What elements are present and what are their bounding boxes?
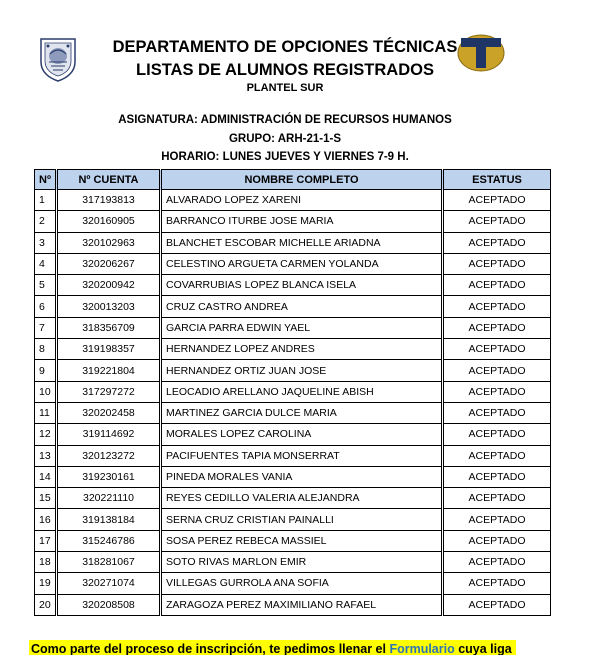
notice-text-before: Como parte del proceso de inscripción, te pedimos llenar el bbox=[31, 642, 390, 655]
university-seal-icon bbox=[37, 36, 79, 82]
cell-status: ACEPTADO bbox=[443, 552, 551, 573]
table-row bbox=[35, 317, 551, 338]
cell-number: 8 bbox=[35, 339, 57, 360]
cell-status: ACEPTADO bbox=[443, 275, 551, 296]
cell-full-name: BARRANCO ITURBE JOSE MARIA bbox=[161, 211, 443, 232]
cell-account-number: 320271074 bbox=[57, 573, 161, 594]
table-row bbox=[35, 211, 551, 232]
cell-full-name: MORALES LOPEZ CAROLINA bbox=[161, 424, 443, 445]
cell-account-number: 320102963 bbox=[57, 232, 161, 253]
cell-number: 13 bbox=[35, 445, 57, 466]
cell-status: ACEPTADO bbox=[443, 211, 551, 232]
cell-full-name: BLANCHET ESCOBAR MICHELLE ARIADNA bbox=[161, 232, 443, 253]
cell-number: 6 bbox=[35, 296, 57, 317]
column-header-account: Nº CUENTA bbox=[57, 170, 161, 190]
campus-label: PLANTEL SUR bbox=[246, 82, 324, 94]
registration-notice bbox=[29, 640, 516, 655]
table-row bbox=[35, 402, 551, 423]
cell-number: 14 bbox=[35, 466, 57, 487]
cell-number: 16 bbox=[35, 509, 57, 530]
cell-full-name: REYES CEDILLO VALERIA ALEJANDRA bbox=[161, 488, 443, 509]
cell-full-name: CELESTINO ARGUETA CARMEN YOLANDA bbox=[161, 253, 443, 274]
group-label: GRUPO: ARH-21-1-S bbox=[228, 133, 342, 145]
table-row bbox=[35, 360, 551, 381]
cell-number: 15 bbox=[35, 488, 57, 509]
cell-full-name: MARTINEZ GARCIA DULCE MARIA bbox=[161, 402, 443, 423]
cell-status: ACEPTADO bbox=[443, 488, 551, 509]
cell-status: ACEPTADO bbox=[443, 190, 551, 211]
department-title: DEPARTAMENTO DE OPCIONES TÉCNICAS bbox=[112, 38, 458, 56]
cell-number: 11 bbox=[35, 402, 57, 423]
table-row bbox=[35, 530, 551, 551]
table-row bbox=[35, 381, 551, 402]
cell-account-number: 320160905 bbox=[57, 211, 161, 232]
cell-full-name: HERNANDEZ LOPEZ ANDRES bbox=[161, 339, 443, 360]
cell-full-name: PINEDA MORALES VANIA bbox=[161, 466, 443, 487]
cell-account-number: 320013203 bbox=[57, 296, 161, 317]
cell-number: 19 bbox=[35, 573, 57, 594]
table-row bbox=[35, 190, 551, 211]
column-header-status: ESTATUS bbox=[443, 170, 551, 190]
student-roster-table bbox=[34, 169, 551, 616]
table-row bbox=[35, 339, 551, 360]
cell-full-name: GARCIA PARRA EDWIN YAEL bbox=[161, 317, 443, 338]
cell-full-name: CRUZ CASTRO ANDREA bbox=[161, 296, 443, 317]
cell-status: ACEPTADO bbox=[443, 594, 551, 615]
cell-account-number: 319221804 bbox=[57, 360, 161, 381]
cell-full-name: ZARAGOZA PEREZ MAXIMILIANO RAFAEL bbox=[161, 594, 443, 615]
cell-full-name: COVARRUBIAS LOPEZ BLANCA ISELA bbox=[161, 275, 443, 296]
cell-number: 4 bbox=[35, 253, 57, 274]
cell-account-number: 320208508 bbox=[57, 594, 161, 615]
cell-full-name: SOSA PEREZ REBECA MASSIEL bbox=[161, 530, 443, 551]
table-row bbox=[35, 594, 551, 615]
cell-number: 1 bbox=[35, 190, 57, 211]
cell-account-number: 319230161 bbox=[57, 466, 161, 487]
table-row bbox=[35, 424, 551, 445]
cell-number: 12 bbox=[35, 424, 57, 445]
cell-number: 3 bbox=[35, 232, 57, 253]
cell-status: ACEPTADO bbox=[443, 530, 551, 551]
table-row bbox=[35, 275, 551, 296]
cell-full-name: SOTO RIVAS MARLON EMIR bbox=[161, 552, 443, 573]
table-row bbox=[35, 296, 551, 317]
cell-status: ACEPTADO bbox=[443, 509, 551, 530]
cell-status: ACEPTADO bbox=[443, 381, 551, 402]
table-row bbox=[35, 253, 551, 274]
table-row bbox=[35, 509, 551, 530]
cell-account-number: 319198357 bbox=[57, 339, 161, 360]
cell-account-number: 317297272 bbox=[57, 381, 161, 402]
cell-account-number: 319114692 bbox=[57, 424, 161, 445]
cell-account-number: 318356709 bbox=[57, 317, 161, 338]
table-row bbox=[35, 445, 551, 466]
table-row bbox=[35, 552, 551, 573]
cell-full-name: SERNA CRUZ CRISTIAN PAINALLI bbox=[161, 509, 443, 530]
cell-number: 5 bbox=[35, 275, 57, 296]
cell-account-number: 320206267 bbox=[57, 253, 161, 274]
cell-number: 10 bbox=[35, 381, 57, 402]
cell-account-number: 320123272 bbox=[57, 445, 161, 466]
column-header-number: Nº bbox=[35, 170, 57, 190]
cell-status: ACEPTADO bbox=[443, 402, 551, 423]
cell-status: ACEPTADO bbox=[443, 253, 551, 274]
table-row bbox=[35, 232, 551, 253]
list-title: LISTAS DE ALUMNOS REGISTRADOS bbox=[136, 61, 434, 79]
table-row bbox=[35, 573, 551, 594]
cell-status: ACEPTADO bbox=[443, 339, 551, 360]
table-row bbox=[35, 488, 551, 509]
cell-status: ACEPTADO bbox=[443, 573, 551, 594]
cell-account-number: 320200942 bbox=[57, 275, 161, 296]
cell-full-name: LEOCADIO ARELLANO JAQUELINE ABISH bbox=[161, 381, 443, 402]
subject-label: ASIGNATURA: ADMINISTRACIÓN DE RECURSOS HUMANOS bbox=[118, 114, 452, 126]
cell-status: ACEPTADO bbox=[443, 296, 551, 317]
cell-full-name: PACIFUENTES TAPIA MONSERRAT bbox=[161, 445, 443, 466]
form-link[interactable]: Formulario bbox=[389, 642, 455, 655]
cell-account-number: 319138184 bbox=[57, 509, 161, 530]
cell-account-number: 318281067 bbox=[57, 552, 161, 573]
cell-full-name: VILLEGAS GURROLA ANA SOFIA bbox=[161, 573, 443, 594]
cell-number: 2 bbox=[35, 211, 57, 232]
cell-full-name: HERNANDEZ ORTIZ JUAN JOSE bbox=[161, 360, 443, 381]
cell-number: 18 bbox=[35, 552, 57, 573]
cell-account-number: 320221110 bbox=[57, 488, 161, 509]
schedule-label: HORARIO: LUNES JUEVES Y VIERNES 7-9 H. bbox=[161, 151, 409, 163]
cell-number: 17 bbox=[35, 530, 57, 551]
cell-account-number: 315246786 bbox=[57, 530, 161, 551]
cell-status: ACEPTADO bbox=[443, 360, 551, 381]
cell-status: ACEPTADO bbox=[443, 445, 551, 466]
cell-number: 9 bbox=[35, 360, 57, 381]
cell-number: 7 bbox=[35, 317, 57, 338]
table-header-row bbox=[35, 170, 551, 190]
cell-number: 20 bbox=[35, 594, 57, 615]
cell-status: ACEPTADO bbox=[443, 466, 551, 487]
notice-text-after: cuya liga bbox=[454, 642, 512, 655]
table-row bbox=[35, 466, 551, 487]
cell-account-number: 317193813 bbox=[57, 190, 161, 211]
cell-status: ACEPTADO bbox=[443, 317, 551, 338]
cell-full-name: ALVARADO LOPEZ XARENI bbox=[161, 190, 443, 211]
table-body bbox=[35, 190, 551, 616]
cell-account-number: 320202458 bbox=[57, 402, 161, 423]
cell-status: ACEPTADO bbox=[443, 424, 551, 445]
cell-status: ACEPTADO bbox=[443, 232, 551, 253]
column-header-name: NOMBRE COMPLETO bbox=[161, 170, 443, 190]
